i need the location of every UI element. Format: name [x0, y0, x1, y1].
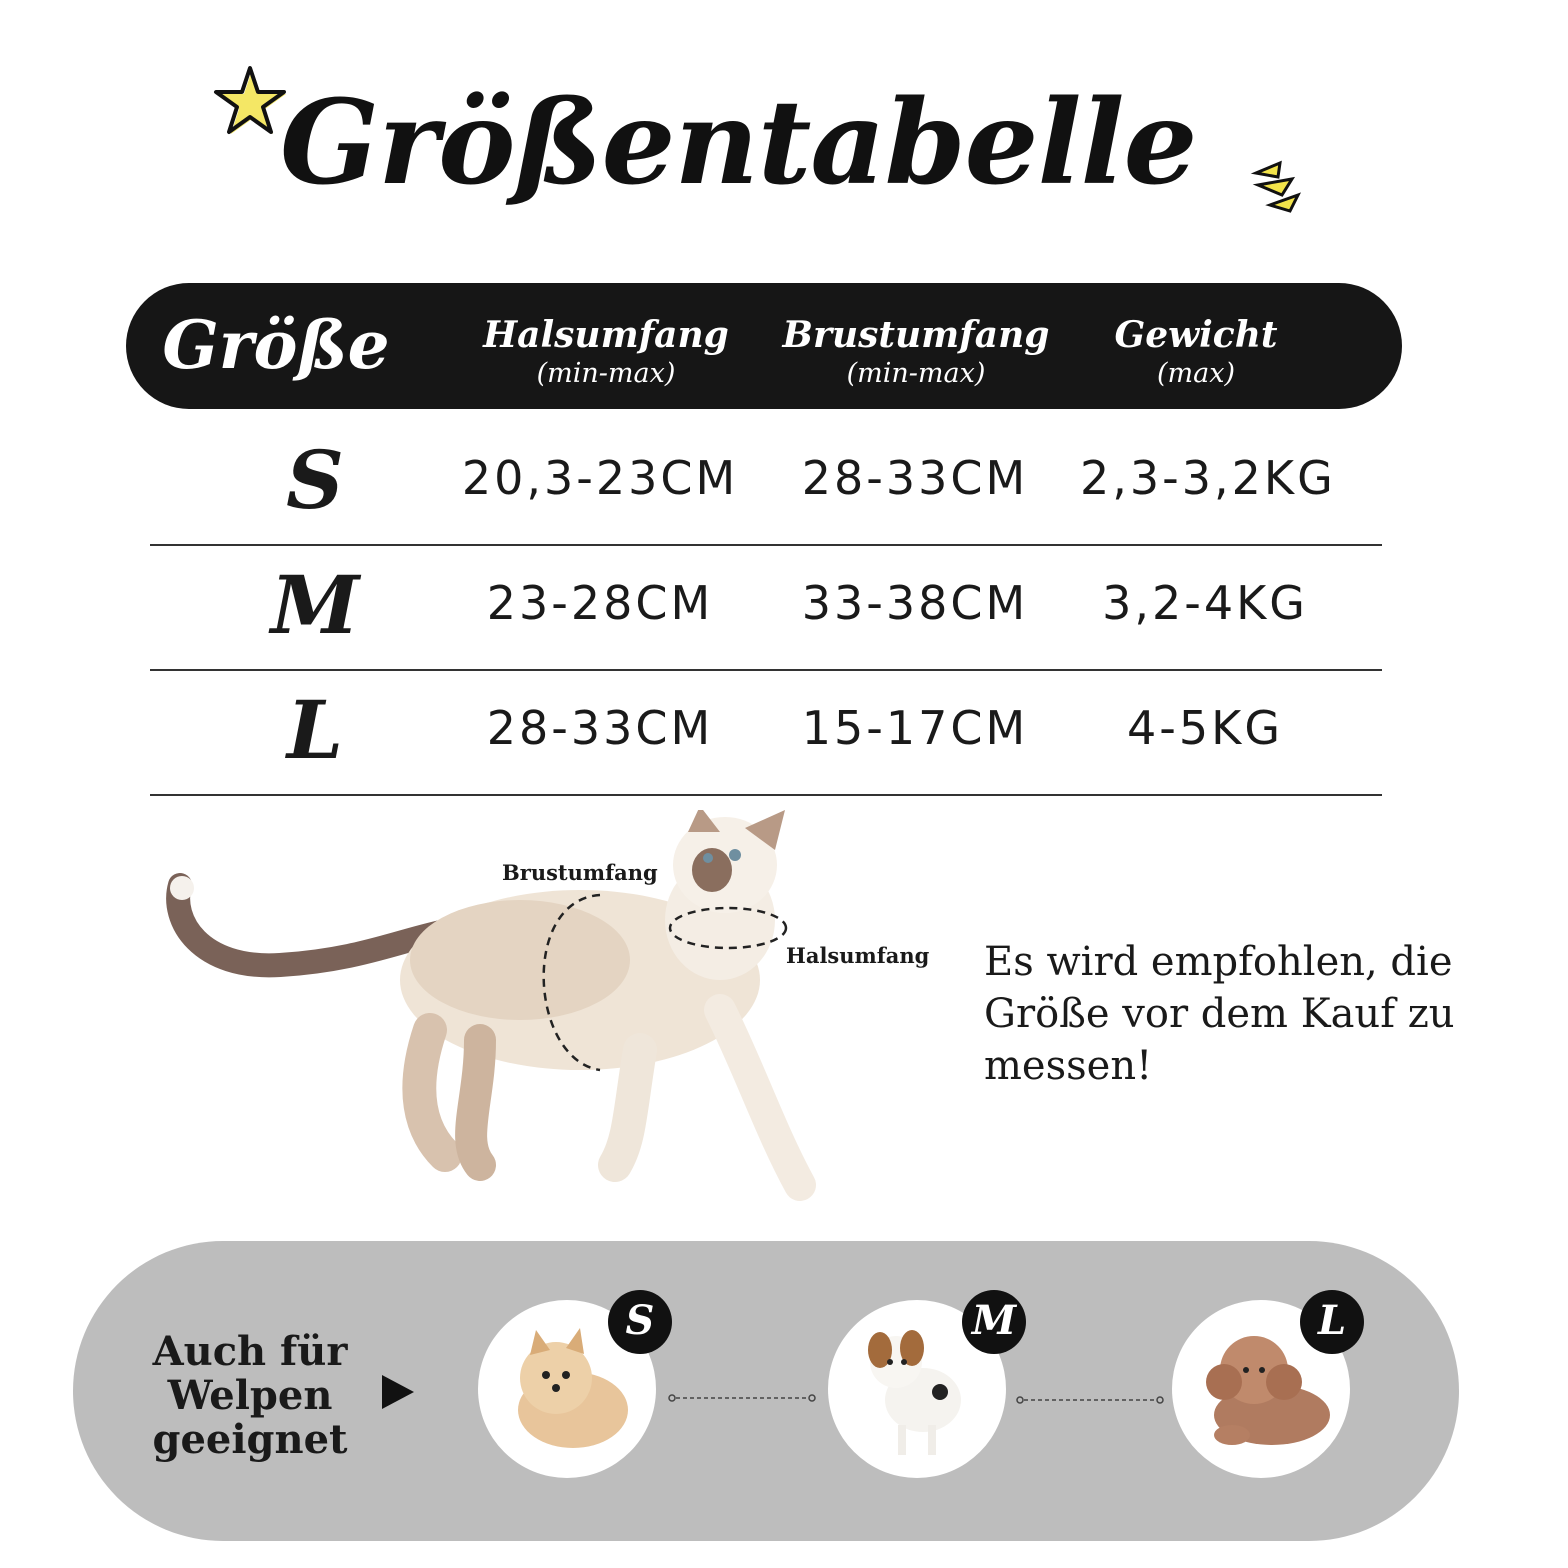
header-weight-label: Gewicht: [1114, 314, 1278, 356]
neck-label: Halsumfang: [786, 943, 930, 968]
header-size: [156, 305, 396, 385]
header-neck-label: Halsumfang: [483, 314, 729, 356]
row-size: S: [286, 433, 344, 527]
header-chest-label: Brustumfang: [782, 314, 1050, 356]
row-weight: 4-5KG: [1127, 701, 1283, 755]
row-chest: 33-38CM: [801, 576, 1029, 630]
header-size-label: Größe: [162, 306, 390, 384]
page-title: Größentabelle: [280, 75, 1197, 211]
table-row: [150, 670, 1382, 796]
star-icon: [210, 62, 290, 142]
row-chest: 28-33CM: [801, 451, 1029, 505]
header-chest: [776, 313, 1056, 391]
row-size: M: [270, 558, 360, 652]
connector-line: [1016, 1395, 1164, 1405]
table-header: [126, 283, 1402, 409]
size-badge-s: S: [608, 1290, 672, 1354]
row-weight: 2,3-3,2KG: [1080, 451, 1336, 505]
row-weight: 3,2-4KG: [1102, 576, 1308, 630]
row-neck: 23-28CM: [486, 576, 714, 630]
header-neck: [466, 313, 746, 391]
table-row: [150, 545, 1382, 671]
row-size: L: [286, 683, 344, 777]
arrow-right-icon: [380, 1373, 416, 1411]
size-badge-m: M: [962, 1290, 1026, 1354]
recommendation-text: Es wird empfohlen, die Größe vor dem Kauf zu messen!: [984, 939, 1455, 1089]
cat-image: [160, 810, 840, 1230]
table-row: [150, 420, 1382, 546]
connector-line: [668, 1393, 816, 1403]
header-neck-sub: (min-max): [536, 358, 676, 389]
chest-label: Brustumfang: [502, 860, 658, 885]
header-chest-sub: (min-max): [846, 358, 986, 389]
row-neck: 28-33CM: [486, 701, 714, 755]
size-badge-l: L: [1300, 1290, 1364, 1354]
header-weight-sub: (max): [1157, 358, 1235, 389]
row-chest: 15-17CM: [801, 701, 1029, 755]
sparkle-icon: [1250, 155, 1310, 215]
row-neck: 20,3-23CM: [461, 451, 739, 505]
header-weight: [1086, 313, 1306, 391]
puppy-text: Auch für Welpen geeignet: [152, 1328, 348, 1463]
